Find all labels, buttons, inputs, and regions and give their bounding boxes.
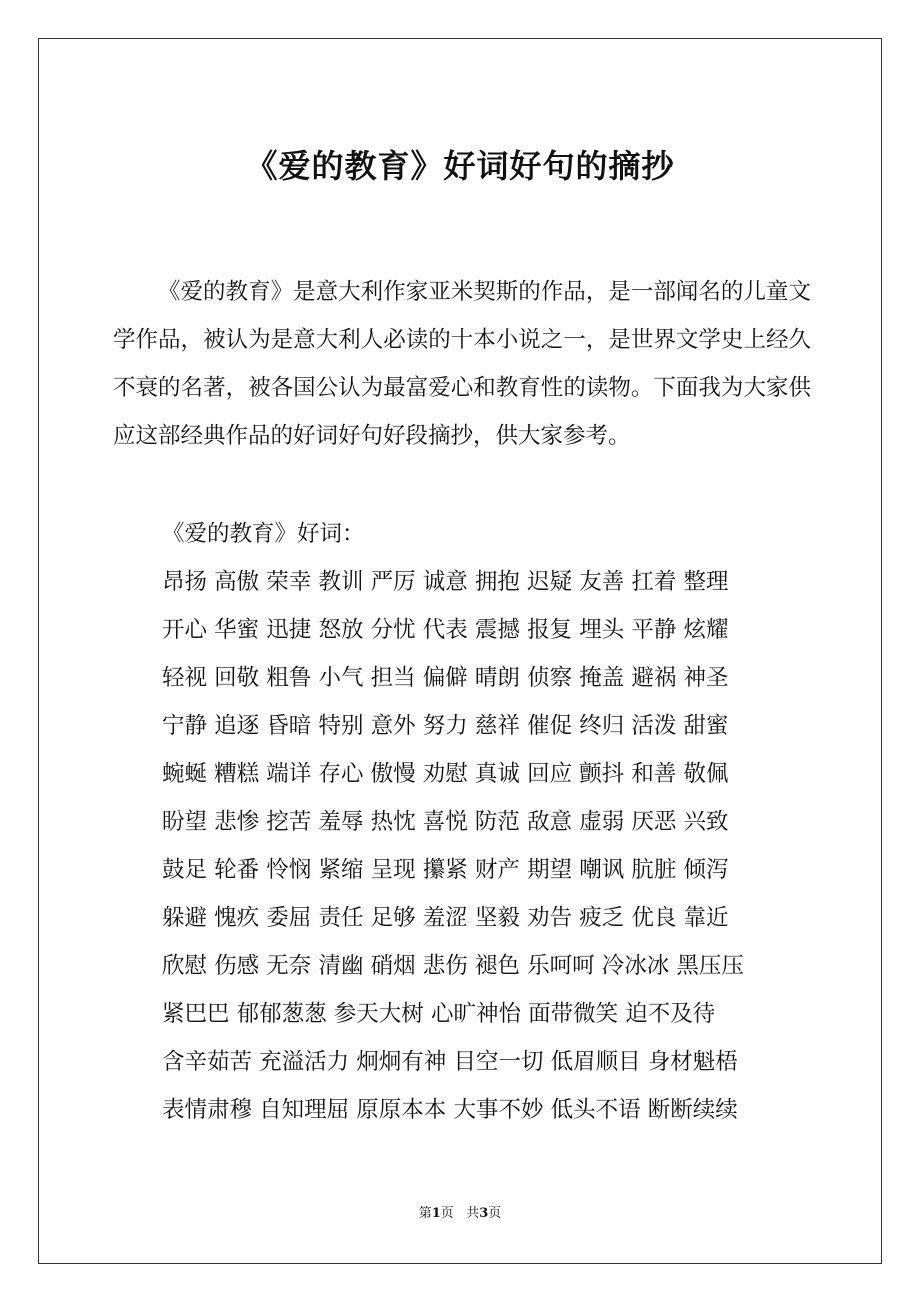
word-row: 表情肃穆 自知理屈 原原本本 大事不妙 低头不语 断断续续	[162, 1097, 738, 1123]
word-row: 蜿蜒 糟糕 端详 存心 傲慢 劝慰 真诚 回应 颤抖 和善 敬佩	[162, 761, 729, 787]
word-row: 躲避 愧疚 委屈 责任 足够 羞涩 坚毅 劝告 疲乏 优良 靠近	[162, 905, 729, 931]
word-row: 盼望 悲惨 挖苦 羞辱 热忱 喜悦 防范 敌意 虚弱 厌恶 兴致	[162, 809, 729, 835]
word-row: 鼓足 轮番 怜悯 紧缩 呈现 攥紧 财产 期望 嘲讽 肮脏 倾泻	[162, 857, 729, 883]
intro-paragraph: 《爱的教育》是意大利作家亚米契斯的作品，是一部闻名的儿童文学作品，被认为是意大利人必读的十本小说之一，是世界文学史上经久不衰的名著，被各国公认为最富爱心和教育性的读物。下面我为大家供应这部经典作品的好词好句好段摘抄，供大家参考。	[113, 279, 811, 449]
total-prefix: 共	[466, 1206, 480, 1221]
page-suffix: 页	[440, 1206, 454, 1221]
page-number: 1	[431, 1206, 441, 1221]
total-suffix: 页	[488, 1206, 502, 1221]
word-row: 开心 华蜜 迅捷 怒放 分忧 代表 震撼 报复 埋头 平静 炫耀	[162, 617, 729, 643]
word-row: 宁静 追逐 昏暗 特别 意外 努力 慈祥 催促 终归 活泼 甜蜜	[162, 713, 729, 739]
word-row: 紧巴巴 郁郁葱葱 参天大树 心旷神怡 面带微笑 迫不及待	[162, 1001, 716, 1027]
total-pages: 3	[479, 1206, 489, 1221]
word-row: 昂扬 高傲 荣幸 教训 严厉 诚意 拥抱 迟疑 友善 扛着 整理	[162, 569, 729, 595]
word-row: 含辛茹苦 充溢活力 炯炯有神 目空一切 低眉顺目 身材魁梧	[162, 1049, 738, 1075]
word-row: 欣慰 伤感 无奈 清幽 硝烟 悲伤 褪色 乐呵呵 冷冰冰 黑压压	[162, 953, 744, 979]
word-row: 轻视 回敬 粗鲁 小气 担当 偏僻 晴朗 侦察 掩盖 避祸 神圣	[162, 665, 729, 691]
word-list	[162, 558, 822, 1134]
page-footer	[0, 1204, 920, 1224]
body-text	[113, 268, 811, 460]
document-title: 《爱的教育》好词好句的摘抄	[245, 147, 675, 185]
section-label-good-words: 《爱的教育》好词：	[162, 521, 365, 547]
page-prefix: 第	[418, 1206, 432, 1221]
